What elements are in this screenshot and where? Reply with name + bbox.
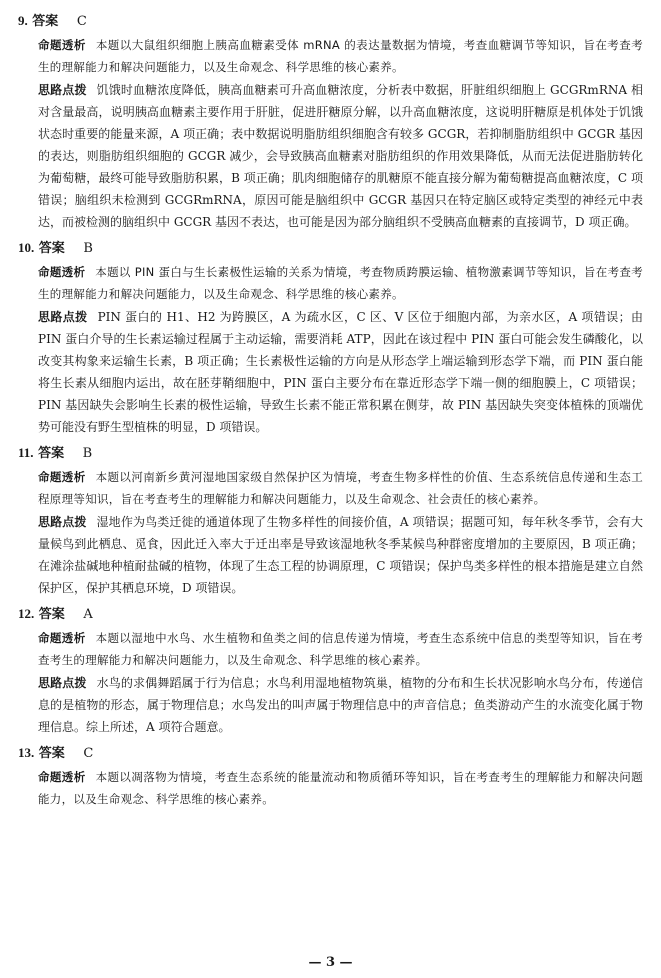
intent-text: 本题以凋落物为情境，考查生态系统的能量流动和物质循环等知识，旨在考查考生的理解能力和解决问题能力，以及生命观念、科学思维的核心素养。 xyxy=(38,770,643,806)
question-number: 12. xyxy=(18,606,35,621)
answer-label: 答案 xyxy=(38,446,65,461)
intent-label: 命题透析 xyxy=(38,770,86,784)
intent-text: 本题以河南新乡黄河湿地国家级自然保护区为情境，考查生物多样性的价值、生态系统信息传递和生态工程原理等知识，旨在考查考生的理解能力和解决问题能力，以及生命观念、社会责任的核心素养。 xyxy=(38,470,643,506)
answer-value: C xyxy=(83,746,94,761)
answer-value: C xyxy=(76,14,87,29)
answer-line xyxy=(18,444,643,463)
answer-line xyxy=(18,605,643,624)
answer-label: 答案 xyxy=(38,241,65,256)
answer-value: B xyxy=(82,446,93,461)
question-number: 9. xyxy=(18,13,28,28)
question-number: 10. xyxy=(18,240,35,255)
hint-label: 思路点拨 xyxy=(38,310,88,324)
answer-value: A xyxy=(83,607,93,622)
answer-line xyxy=(18,744,643,763)
question-13 xyxy=(18,744,643,810)
intent-text: 本题以大鼠组织细胞上胰高血糖素受体 mRNA 的表达量数据为情境，考查血糖调节等知识，旨在考查考生的理解能力和解决问题能力，以及生命观念、科学思维的核心素养。 xyxy=(38,38,644,74)
hint-paragraph xyxy=(18,306,643,438)
answer-label: 答案 xyxy=(38,607,65,622)
intent-paragraph xyxy=(18,466,643,510)
answer-label: 答案 xyxy=(38,746,65,761)
hint-text: 饥饿时血糖浓度降低，胰高血糖素可升高血糖浓度，分析表中数据，肝脏组织细胞上 GCGRmRNA 相对含量最高，说明胰高血糖素主要作用于肝脏，促进肝糖原分解，以升高血糖浓度，这说明肝糖原是机体处于饥饿状态时重要的能量来源，A 项正确；表中数据说明脂肪组织细胞含有较多 GCGR，若抑制脂肪组织中 GCGR 基因的表达，则脂肪组织细胞的 GCGR 减少，会导致胰高血糖素对脂肪组织的作用效果降低，从而无法促进脂肪转化为葡萄糖，最终可能导致脂肪积累，B 项正确；肌肉细胞储存的肌糖原不能直接分解为葡萄糖提高血糖浓度，C 项错误；脑组织未检测到 GCGRmRNA，原因可能是脑组织中 GCGR 基因只在特定脑区或特定类型的神经元中表达，而被检测的脑组织中 GCGR 基因不表达，也可能是因为部分脑组织不受胰高血糖素的直接调节，D 项正确。 xyxy=(38,83,643,229)
answer-label: 答案 xyxy=(32,14,59,29)
page-number: — 3 — xyxy=(308,955,353,970)
answer-line xyxy=(18,239,643,258)
hint-text: PIN 蛋白的 H1、H2 为跨膜区，A 为疏水区，C 区、V 区位于细胞内部，为亲水区，A 项错误；由 PIN 蛋白介导的生长素运输过程属于主动运输，需要消耗 ATP，因此在该过程中 PIN 蛋白可能会发生磷酸化，以改变其构象来运输生长素，B 项正确；生长素极性运输的方向是从形态学上端运输到形态学下端，而 PIN 蛋白能将生长素从细胞内运出，故在胚芽鞘细胞中，PIN 蛋白主要分布在靠近形态学下端一侧的细胞膜上，C 项错误；PIN 基因缺失会影响生长素的极性运输，导致生长素不能正常积累在侧芽，故 PIN 基因缺失突变体植株的顶端优势可能没有野生型植株的明显，D 项错误。 xyxy=(38,310,643,434)
question-10 xyxy=(18,239,643,438)
answer-line xyxy=(18,12,643,31)
intent-text: 本题以湿地中水鸟、水生植物和鱼类之间的信息传递为情境，考查生态系统中信息的类型等知识，旨在考查考生的理解能力和解决问题能力，以及生命观念、科学思维的核心素养。 xyxy=(38,631,643,667)
hint-label: 思路点拨 xyxy=(38,676,87,690)
intent-label: 命题透析 xyxy=(38,470,86,484)
question-12 xyxy=(18,605,643,738)
intent-paragraph xyxy=(18,766,643,810)
hint-paragraph xyxy=(18,79,643,233)
hint-label: 思路点拨 xyxy=(38,515,87,529)
intent-paragraph xyxy=(18,261,643,305)
intent-label: 命题透析 xyxy=(38,38,86,52)
hint-text: 湿地作为鸟类迁徙的通道体现了生物多样性的间接价值，A 项错误；据题可知，每年秋冬季节，会有大量候鸟到此栖息、觅食，因此迁入率大于迁出率是导致该湿地秋冬季某候鸟种群密度增加的主要原因，B 项正确；在滩涂盐碱地种植耐盐碱的植物，体现了生态工程的协调原理，C 项错误；保护鸟类多样性的根本措施是建立自然保护区，保护其栖息环境，D 项错误。 xyxy=(38,515,643,595)
hint-paragraph xyxy=(18,511,643,599)
hint-paragraph xyxy=(18,672,643,738)
answer-value: B xyxy=(83,241,93,256)
intent-label: 命题透析 xyxy=(38,631,86,645)
intent-text: 本题以 PIN 蛋白与生长素极性运输的关系为情境，考查物质跨膜运输、植物激素调节等知识，旨在考查考生的理解能力和解决问题能力，以及生命观念、科学思维的核心素养。 xyxy=(38,265,644,301)
intent-paragraph xyxy=(18,34,643,78)
question-11 xyxy=(18,444,643,599)
hint-text: 水鸟的求偶舞蹈属于行为信息；水鸟利用湿地植物筑巢，植物的分布和生长状况影响水鸟分布，传递信息的是植物的形态，属于物理信息；水鸟发出的叫声属于物理信息中的声音信息；鱼类游动产生的水流变化属于物理信息。综上所述，A 项符合题意。 xyxy=(38,676,643,734)
question-number: 13. xyxy=(18,745,35,760)
hint-label: 思路点拨 xyxy=(38,83,87,97)
question-9 xyxy=(18,12,643,233)
intent-paragraph xyxy=(18,627,643,671)
question-number: 11. xyxy=(18,445,34,460)
intent-label: 命题透析 xyxy=(38,265,86,279)
